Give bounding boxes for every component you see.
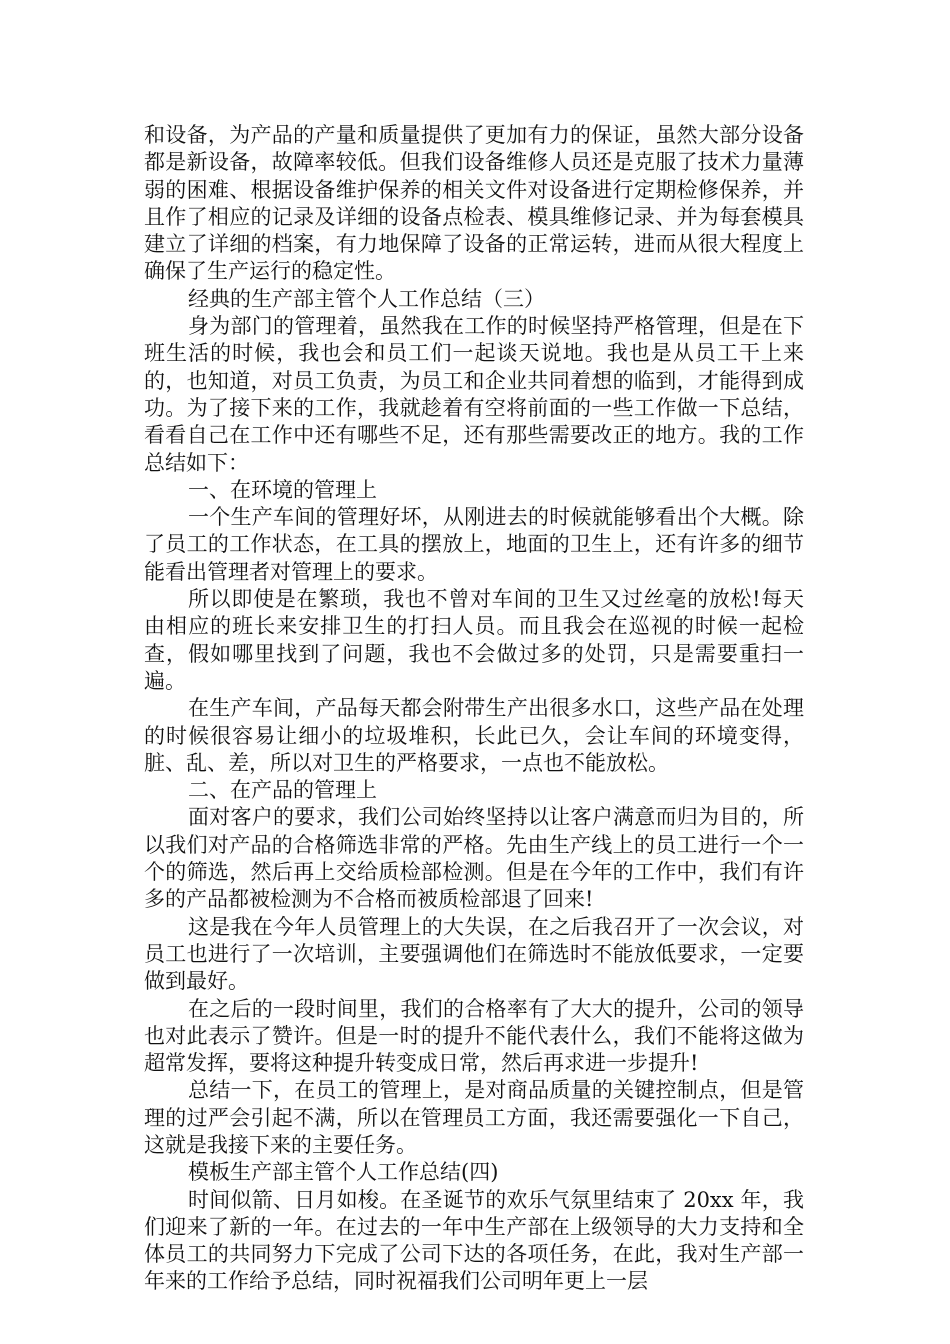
section-heading-3: 经典的生产部主管个人工作总结（三） [188, 286, 545, 311]
paragraph: 一个生产车间的管理好坏，从刚进去的时候就能够看出个大概。除了员工的工作状态，在工具的摆放上，地面的卫生上，还有许多的细节能看出管理者对管理上的要求。 [144, 505, 804, 584]
paragraph: 总结一下，在员工的管理上，是对商品质量的关键控制点，但是管理的过严会引起不满，所以在管理员工方面，我还需要强化一下自己，这就是我接下来的主要任务。 [144, 1078, 804, 1157]
subsection-heading-environment: 一、在环境的管理上 [188, 477, 377, 502]
paragraph: 这是我在今年人员管理上的大失误，在之后我召开了一次会议，对员工也进行了一次培训，主要强调他们在筛选时不能放低要求，一定要做到最好。 [144, 914, 804, 994]
paragraph-continued: 和设备，为产品的产量和质量提供了更加有力的保证，虽然大部分设备都是新设备，故障率较低。但我们设备维修人员还是克服了技术力量薄弱的困难、根据设备维护保养的相关文件对设备进行定期检修保养，并且作了相应的记录及详细的设备点检表、模具维修记录、并为每套模具建立了详细的档案，有力地保障了设备的正常运转，进而从很大程度上确保了生产运行的稳定性。 [144, 123, 804, 284]
paragraph: 时间似箭、日月如梭。在圣诞节的欢乐气氛里结束了 20xx 年，我们迎来了新的一年。在过去的一年中生产部在上级领导的大力支持和全体员工的共同努力下完成了公司下达的各项任务，在此，我对生产部一年来的工作给予总结，同时祝福我们公司明年更上一层 [144, 1187, 804, 1294]
paragraph: 在生产车间，产品每天都会附带生产出很多水口，这些产品在处理的时候很容易让细小的垃圾堆积，长此已久，会让车间的环境变得，脏、乱、差，所以对卫生的严格要求，一点也不能放松。 [144, 696, 804, 775]
document-page [144, 122, 804, 1296]
paragraph: 面对客户的要求，我们公司始终坚持以让客户满意而归为目的，所以我们对产品的合格筛选非常的严格。先由生产线上的员工进行一个一个的筛选，然后再上交给质检部检测。但是在今年的工作中，我们有许多的产品都被检测为不合格而被质检部退了回来! [144, 805, 804, 912]
subsection-heading-product: 二、在产品的管理上 [188, 778, 377, 803]
paragraph: 身为部门的管理着，虽然我在工作的时候坚持严格管理，但是在下班生活的时候，我也会和员工们一起谈天说地。我也是从员工干上来的，也知道，对员工负责，为员工和企业共同着想的临到，才能得到成功。为了接下来的工作，我就趁着有空将前面的一些工作做一下总结，看看自己在工作中还有哪些不足，还有那些需要改正的地方。我的工作总结如下： [144, 314, 804, 475]
paragraph: 在之后的一段时间里，我们的合格率有了大大的提升，公司的领导也对此表示了赞许。但是一时的提升不能代表什么，我们不能将这做为超常发挥，要将这种提升转变成日常，然后再求进一步提升! [144, 996, 804, 1076]
paragraph: 所以即使是在繁琐，我也不曾对车间的卫生又过丝毫的放松!每天由相应的班长来安排卫生的打扫人员。而且我会在巡视的时候一起检查，假如哪里找到了问题，我也不会做过多的处罚，只是需要重扫一遍。 [144, 587, 804, 693]
section-heading-4: 模板生产部主管个人工作总结(四) [188, 1160, 499, 1185]
